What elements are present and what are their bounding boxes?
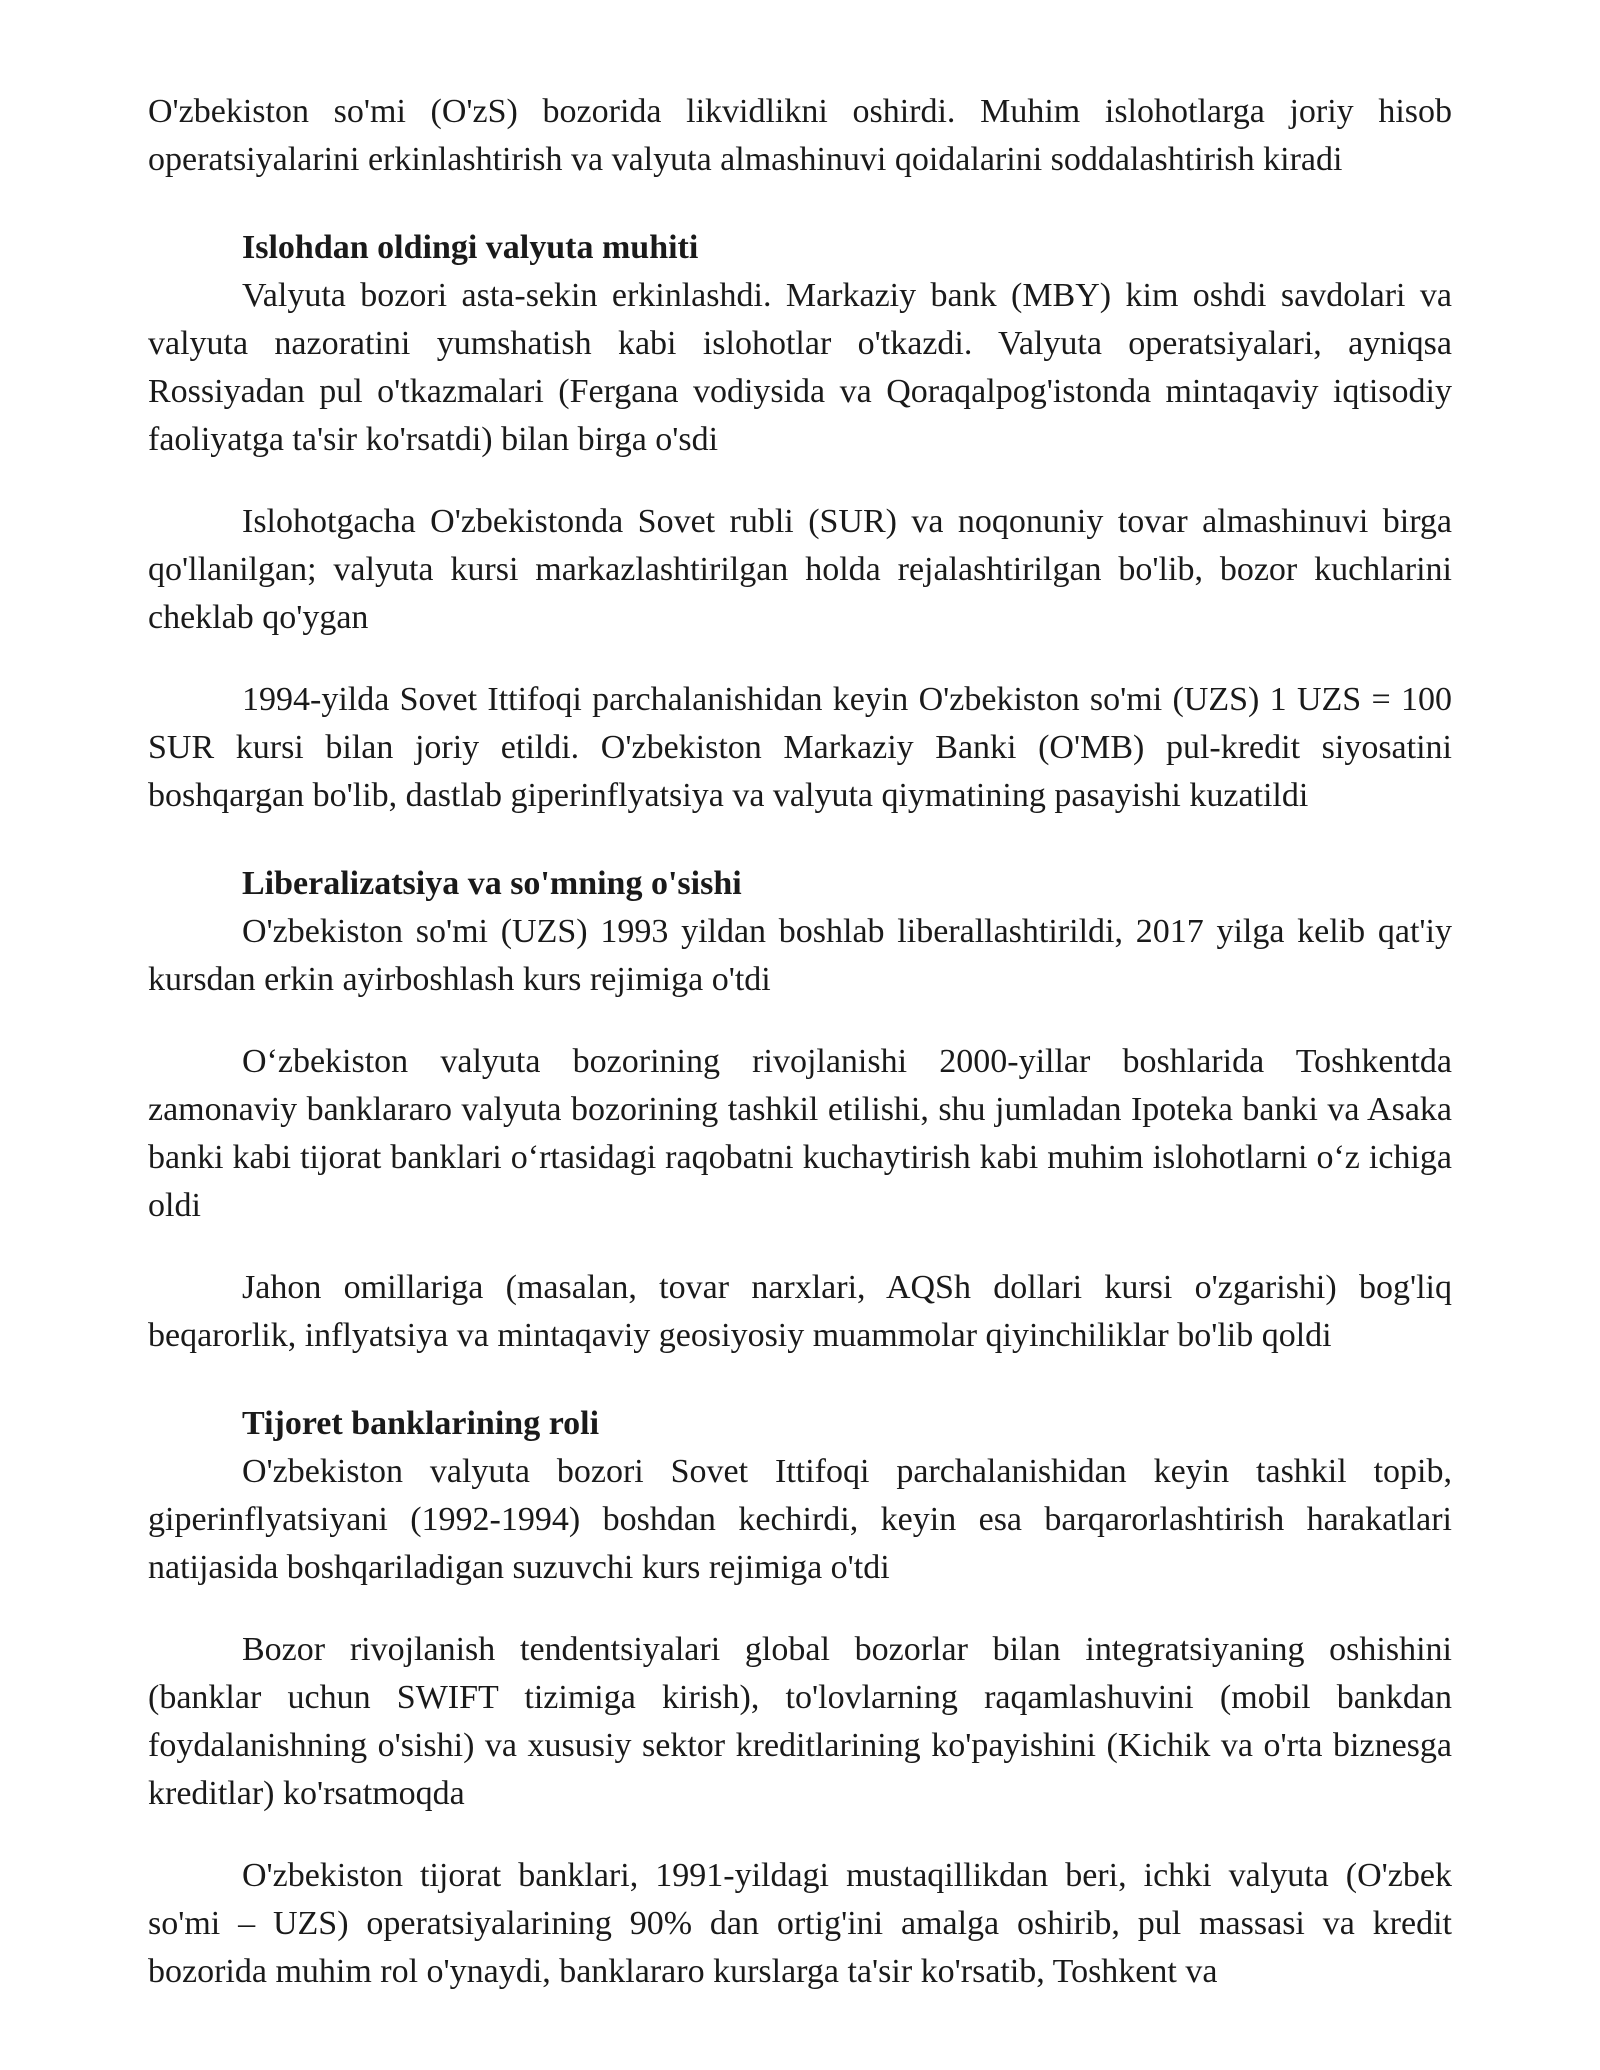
paragraph: O'zbekiston so'mi (UZS) 1993 yildan boshlab liberallashtirildi, 2017 yilga kelib qat'iy kursdan erkin ayirboshlash kurs rejimiga o'tdi bbox=[148, 913, 1452, 998]
paragraph: Islohotgacha O'zbekistonda Sovet rubli (SUR) va noqonuniy tovar almashinuvi birga qo'llanilgan; valyuta kursi markazlashtirilgan holda rejalashtirilgan bo'lib, bozor kuchlarini cheklab qo'ygan bbox=[148, 503, 1452, 636]
paragraph-intro: O'zbekiston so'mi (O'zS) bozorida likvidlikni oshirdi. Muhim islohotlarga joriy hisob operatsiyalarini erkinlashtirish va valyuta almashinuvi qoidalarini soddalashtirish kiradi bbox=[148, 93, 1452, 178]
paragraph: Bozor rivojlanish tendentsiyalari global bozorlar bilan integratsiyaning oshishini (banklar uchun SWIFT tizimiga kirish), to'lovlarning raqamlashuvini (mobil bankdan foydalanishning o'sishi) va xususiy sektor kreditlarining ko'payishini (Kichik va o'rta biznesga kreditlar) ko'rsatmoqda bbox=[148, 1631, 1452, 1812]
section-heading-liberalization: Liberalizatsiya va so'mning o'sishi bbox=[242, 865, 742, 902]
section-heading-pre-reform: Islohdan oldingi valyuta muhiti bbox=[242, 229, 699, 266]
paragraph: 1994-yilda Sovet Ittifoqi parchalanishidan keyin O'zbekiston so'mi (UZS) 1 UZS = 100 SUR kursi bilan joriy etildi. O'zbekiston Markaziy Banki (O'MB) pul-kredit siyosatini boshqargan bo'lib, dastlab giperinflyatsiya va valyuta qiymatining pasayishi kuzatildi bbox=[148, 681, 1452, 814]
paragraph: Valyuta bozori asta-sekin erkinlashdi. Markaziy bank (MBY) kim oshdi savdolari va valyuta nazoratini yumshatish kabi islohotlar o'tkazdi. Valyuta operatsiyalari, ayniqsa Rossiyadan pul o'tkazmalari (Fergana vodiysida va Qoraqalpog'istonda mintaqaviy iqtisodiy faoliyatga ta'sir ko'rsatdi) bilan birga o'sdi bbox=[148, 277, 1452, 458]
paragraph: Jahon omillariga (masalan, tovar narxlari, AQSh dollari kursi o'zgarishi) bog'liq beqarorlik, inflyatsiya va mintaqaviy geosiyosiy muammolar qiyinchiliklar bo'lib qoldi bbox=[148, 1269, 1452, 1354]
paragraph: O'zbekiston valyuta bozori Sovet Ittifoqi parchalanishidan keyin tashkil topib, giperinflyatsiyani (1992-1994) boshdan kechirdi, keyin esa barqarorlashtirish harakatlari natijasida boshqariladigan suzuvchi kurs rejimiga o'tdi bbox=[148, 1453, 1452, 1586]
paragraph: O'zbekiston tijorat banklari, 1991-yildagi mustaqillikdan beri, ichki valyuta (O'zbek so'mi – UZS) operatsiyalarining 90% dan ortig'ini amalga oshirib, pul massasi va kredit bozorida muhim rol o'ynaydi, banklararo kurslarga ta'sir ko'rsatib, Toshkent va bbox=[148, 1857, 1452, 1990]
paragraph: O‘zbekiston valyuta bozorining rivojlanishi 2000-yillar boshlarida Toshkentda zamonaviy banklararo valyuta bozorining tashkil etilishi, shu jumladan Ipoteka banki va Asaka banki kabi tijorat banklari o‘rtasidagi raqobatni kuchaytirish kabi muhim islohotlarni o‘z ichiga oldi bbox=[148, 1043, 1452, 1224]
document-page bbox=[148, 88, 1452, 1996]
section-heading-commercial-banks: Tijoret banklarining roli bbox=[242, 1405, 600, 1442]
